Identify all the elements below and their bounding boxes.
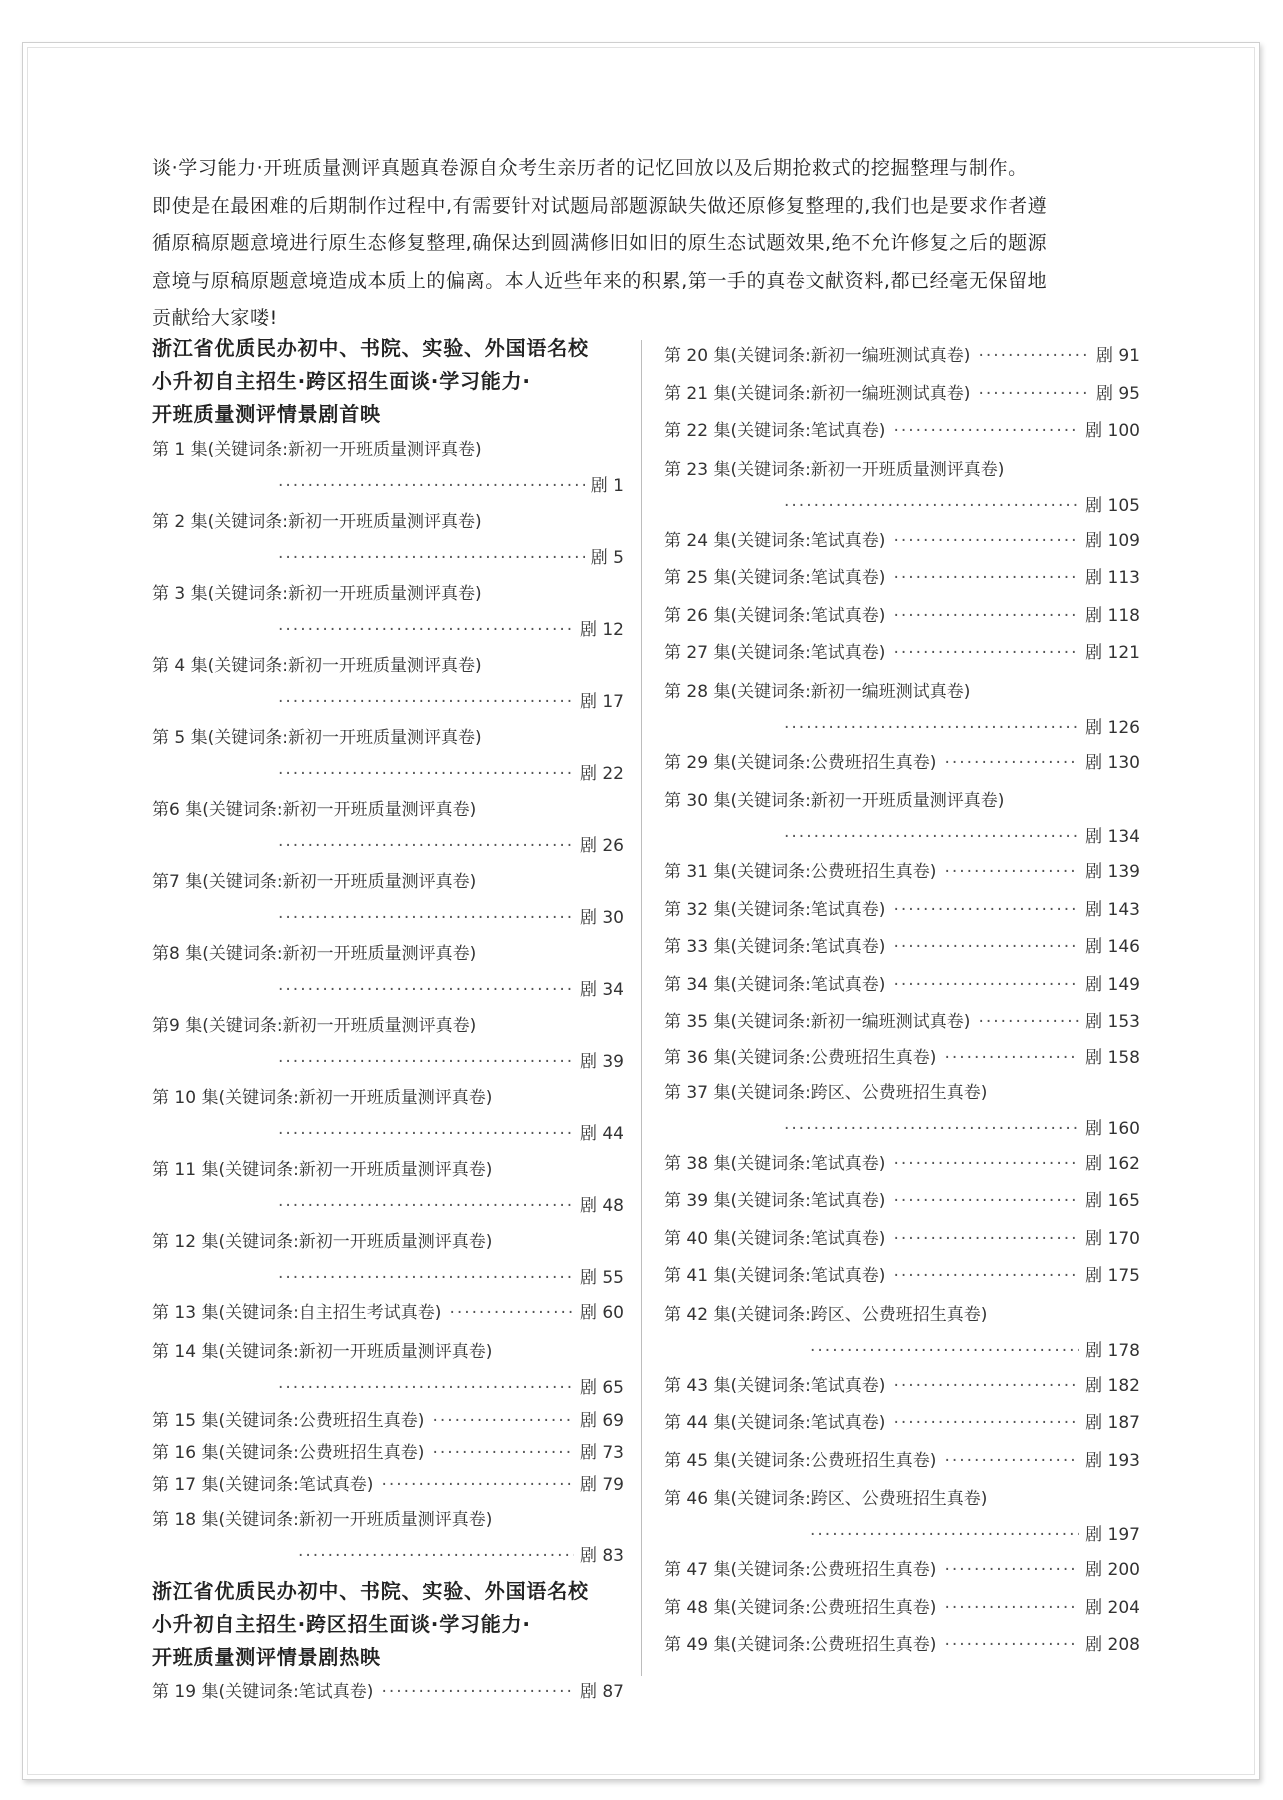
page-number: 剧 87: [579, 1681, 624, 1702]
toc-entry: [152, 1405, 624, 1437]
dot-leader: [810, 1518, 1079, 1552]
episode-label: 第 5 集(关键词条:新初一开班质量测评真卷): [152, 728, 482, 748]
dot-leader: [893, 1405, 1079, 1443]
page-number: 剧 100: [1085, 421, 1140, 441]
dot-leader: [893, 413, 1079, 451]
toc-entry: [152, 1079, 624, 1151]
dot-leader: [944, 854, 1079, 892]
episode-label: 第 36 集(关键词条:公费班招生真卷): [664, 1047, 937, 1068]
dot-leader: [381, 1469, 574, 1501]
page-number: 剧 121: [1085, 643, 1140, 663]
dot-leader: [893, 1183, 1079, 1221]
section-title-line: 浙江省优质民办初中、书院、实验、外国语名校: [152, 1578, 589, 1603]
page-number: 剧 44: [579, 1124, 624, 1144]
dot-leader: [449, 1295, 574, 1333]
toc-entry: [152, 719, 624, 791]
toc-entry: [664, 1258, 1140, 1296]
column-divider: [641, 340, 642, 1676]
dot-leader: [381, 1674, 574, 1712]
toc-entry: [152, 1151, 624, 1223]
dot-leader: [893, 892, 1079, 930]
section-title-hit: [152, 1575, 624, 1674]
page-number: 剧 17: [579, 692, 624, 712]
section-title-premiere: [152, 332, 624, 431]
episode-label: 第 33 集(关键词条:笔试真卷): [664, 937, 886, 957]
toc-entry: [664, 598, 1140, 636]
episode-label: 第 38 集(关键词条:笔试真卷): [664, 1153, 886, 1174]
toc-entry: [664, 635, 1140, 673]
page-number: 剧 126: [1085, 717, 1140, 738]
episode-label: 第 3 集(关键词条:新初一开班质量测评真卷): [152, 584, 482, 604]
intro-line: 意境与原稿原题意境造成本质上的偏离。本人近些年来的积累,第一手的真卷文献资料,都已经毫无保留地: [152, 269, 1048, 292]
intro-line: 即使是在最困难的后期制作过程中,有需要针对试题局部题源缺失做还原修复整理的,我们也是要求作者遵: [152, 194, 1048, 217]
page-number: 剧 105: [1085, 495, 1140, 516]
episode-label: 第 23 集(关键词条:新初一开班质量测评真卷): [664, 459, 1005, 480]
episode-label: 第 2 集(关键词条:新初一开班质量测评真卷): [152, 512, 482, 532]
dot-leader: [944, 745, 1079, 783]
dot-leader: [432, 1405, 574, 1437]
episode-label: 第 47 集(关键词条:公费班招生真卷): [664, 1560, 937, 1580]
episode-label: 第 14 集(关键词条:新初一开班质量测评真卷): [152, 1341, 493, 1362]
dot-leader: [278, 469, 585, 503]
section-title-line: 小升初自主招生·跨区招生面谈·学习能力·: [152, 369, 531, 393]
toc-entry: [152, 1007, 624, 1079]
page-number: 剧 12: [579, 620, 624, 640]
page-number: 剧 153: [1085, 1012, 1140, 1032]
toc-entry: [664, 1074, 1140, 1146]
dot-leader: [278, 1045, 574, 1079]
episode-label: 第 13 集(关键词条:自主招生考试真卷): [152, 1303, 442, 1323]
episode-label: 第 28 集(关键词条:新初一编班测试真卷): [664, 681, 971, 702]
page-number: 剧 200: [1085, 1560, 1140, 1580]
episode-label: 第6 集(关键词条:新初一开班质量测评真卷): [152, 800, 477, 820]
episode-label: 第 1 集(关键词条:新初一开班质量测评真卷): [152, 440, 482, 460]
toc-entry: [152, 431, 624, 503]
dot-leader: [278, 541, 585, 575]
toc-entry: [152, 1295, 624, 1333]
toc-entry: [664, 967, 1140, 1005]
episode-label: 第 12 集(关键词条:新初一开班质量测评真卷): [152, 1232, 493, 1252]
dot-leader: [893, 523, 1079, 561]
dot-leader: [278, 829, 574, 863]
episode-label: 第 35 集(关键词条:新初一编班测试真卷): [664, 1012, 971, 1032]
dot-leader: [784, 711, 1079, 745]
toc-entry: [152, 1333, 624, 1405]
toc-entry: [664, 1480, 1140, 1552]
dot-leader: [978, 1004, 1079, 1042]
page-number: 剧 55: [579, 1268, 624, 1288]
toc-entry: [152, 1501, 624, 1573]
toc-entry: [664, 1590, 1140, 1628]
page-number: 剧 204: [1085, 1597, 1140, 1618]
dot-leader: [893, 1146, 1079, 1184]
episode-label: 第 27 集(关键词条:笔试真卷): [664, 643, 886, 663]
page-number: 剧 158: [1085, 1047, 1140, 1068]
dot-leader: [278, 1261, 574, 1295]
toc-entry: [664, 1183, 1140, 1221]
toc-entry: [152, 503, 624, 575]
page-number: 剧 79: [579, 1474, 624, 1495]
intro-paragraph: [152, 150, 1140, 338]
dot-leader: [893, 929, 1079, 967]
episode-label: 第 10 集(关键词条:新初一开班质量测评真卷): [152, 1088, 493, 1108]
episode-label: 第 24 集(关键词条:笔试真卷): [664, 530, 886, 551]
toc-entry: [664, 1627, 1140, 1665]
intro-line: 贡献给大家喽!: [152, 307, 278, 329]
dot-leader: [944, 1042, 1079, 1074]
toc-entry: [664, 560, 1140, 598]
dot-leader: [978, 376, 1090, 414]
page-number: 剧 149: [1085, 974, 1140, 995]
episode-label: 第 49 集(关键词条:公费班招生真卷): [664, 1635, 937, 1655]
toc-right-column: [664, 338, 1140, 1665]
toc-entry: [152, 1469, 624, 1501]
dot-leader: [278, 613, 574, 647]
page-number: 剧 39: [579, 1052, 624, 1072]
toc-entry: [664, 673, 1140, 745]
toc-left-column: [152, 332, 624, 1711]
episode-label: 第 48 集(关键词条:公费班招生真卷): [664, 1597, 937, 1618]
toc-entry: [664, 1146, 1140, 1184]
toc-entry: [664, 1042, 1140, 1074]
dot-leader: [893, 635, 1079, 673]
dot-leader: [893, 598, 1079, 636]
dot-leader: [784, 489, 1079, 523]
dot-leader: [944, 1590, 1079, 1628]
toc-entry: [152, 935, 624, 1007]
dot-leader: [893, 1221, 1079, 1259]
toc-entry: [664, 451, 1140, 523]
dot-leader: [893, 1368, 1079, 1406]
toc-entry: [664, 1405, 1140, 1443]
episode-label: 第 17 集(关键词条:笔试真卷): [152, 1474, 374, 1495]
page-number: 剧 109: [1085, 530, 1140, 551]
dot-leader: [278, 1371, 574, 1405]
toc-entry: [664, 1221, 1140, 1259]
intro-line: 谈·学习能力·开班质量测评真题真卷源自众考生亲历者的记忆回放以及后期抢救式的挖掘整理与制作。: [152, 157, 1028, 179]
page-number: 剧 65: [579, 1377, 624, 1398]
page-number: 剧 34: [579, 980, 624, 1000]
page-number: 剧 134: [1085, 827, 1140, 847]
episode-label: 第7 集(关键词条:新初一开班质量测评真卷): [152, 872, 477, 892]
toc-entry: [664, 523, 1140, 561]
page-number: 剧 118: [1085, 605, 1140, 626]
page-number: 剧 143: [1085, 899, 1140, 920]
dot-leader: [278, 685, 574, 719]
section-title-line: 开班质量测评情景剧首映: [152, 402, 381, 426]
toc-entry: [664, 854, 1140, 892]
dot-leader: [298, 1539, 574, 1573]
toc-entry: [152, 1674, 624, 1712]
page-number: 剧 160: [1085, 1118, 1140, 1139]
episode-label: 第 44 集(关键词条:笔试真卷): [664, 1413, 886, 1433]
dot-leader: [810, 1334, 1079, 1368]
episode-label: 第 29 集(关键词条:公费班招生真卷): [664, 752, 937, 773]
episode-label: 第 19 集(关键词条:笔试真卷): [152, 1681, 374, 1702]
page-number: 剧 113: [1085, 568, 1140, 588]
page-number: 剧 1: [590, 476, 624, 496]
episode-label: 第 16 集(关键词条:公费班招生真卷): [152, 1442, 425, 1463]
dot-leader: [893, 560, 1079, 598]
episode-label: 第 30 集(关键词条:新初一开班质量测评真卷): [664, 791, 1005, 811]
section-title-line: 开班质量测评情景剧热映: [152, 1644, 381, 1669]
episode-label: 第 15 集(关键词条:公费班招生真卷): [152, 1410, 425, 1431]
section-title-line: 浙江省优质民办初中、书院、实验、外国语名校: [152, 336, 589, 360]
episode-label: 第 4 集(关键词条:新初一开班质量测评真卷): [152, 656, 482, 676]
episode-label: 第 11 集(关键词条:新初一开班质量测评真卷): [152, 1160, 493, 1180]
page-number: 剧 170: [1085, 1228, 1140, 1249]
page-number: 剧 26: [579, 836, 624, 856]
toc-entry: [152, 575, 624, 647]
dot-leader: [278, 973, 574, 1007]
page-number: 剧 69: [579, 1410, 624, 1431]
dot-leader: [432, 1437, 574, 1469]
page-number: 剧 73: [579, 1442, 624, 1463]
episode-label: 第 18 集(关键词条:新初一开班质量测评真卷): [152, 1509, 493, 1530]
page-number: 剧 30: [579, 908, 624, 928]
toc-entry: [152, 1437, 624, 1469]
intro-line: 循原稿原题意境进行原生态修复整理,确保达到圆满修旧如旧的原生态试题效果,绝不允许修复之后的题源: [152, 232, 1048, 254]
page-number: 剧 178: [1085, 1340, 1140, 1361]
episode-label: 第 43 集(关键词条:笔试真卷): [664, 1375, 886, 1396]
toc-entry: [664, 782, 1140, 854]
episode-label: 第9 集(关键词条:新初一开班质量测评真卷): [152, 1016, 477, 1036]
toc-entry: [664, 338, 1140, 376]
episode-label: 第 46 集(关键词条:跨区、公费班招生真卷): [664, 1489, 988, 1509]
toc-entry: [664, 745, 1140, 783]
episode-label: 第 42 集(关键词条:跨区、公费班招生真卷): [664, 1304, 988, 1325]
page-number: 剧 22: [579, 764, 624, 784]
episode-label: 第 45 集(关键词条:公费班招生真卷): [664, 1450, 937, 1471]
page-number: 剧 193: [1085, 1450, 1140, 1471]
toc-entry: [664, 1368, 1140, 1406]
toc-entry: [152, 863, 624, 935]
dot-leader: [278, 901, 574, 935]
toc-entry: [152, 791, 624, 863]
dot-leader: [944, 1627, 1079, 1665]
toc-list-left: [152, 431, 624, 1573]
page-number: 剧 48: [579, 1196, 624, 1216]
toc-entry: [664, 1552, 1140, 1590]
section-title-line: 小升初自主招生·跨区招生面谈·学习能力·: [152, 1611, 531, 1636]
dot-leader: [944, 1552, 1079, 1590]
dot-leader: [978, 338, 1090, 376]
page-number: 剧 208: [1085, 1635, 1140, 1655]
episode-label: 第 22 集(关键词条:笔试真卷): [664, 421, 886, 441]
page-number: 剧 91: [1095, 346, 1140, 366]
page-number: 剧 165: [1085, 1191, 1140, 1211]
toc-entry: [664, 929, 1140, 967]
episode-label: 第 25 集(关键词条:笔试真卷): [664, 568, 886, 588]
episode-label: 第 37 集(关键词条:跨区、公费班招生真卷): [664, 1082, 988, 1103]
page-number: 剧 60: [579, 1303, 624, 1323]
episode-label: 第 21 集(关键词条:新初一编班测试真卷): [664, 383, 971, 404]
page-number: 剧 175: [1085, 1266, 1140, 1286]
dot-leader: [784, 820, 1079, 854]
page-number: 剧 130: [1085, 752, 1140, 773]
toc-entry: [664, 892, 1140, 930]
episode-label: 第 31 集(关键词条:公费班招生真卷): [664, 862, 937, 882]
episode-label: 第 40 集(关键词条:笔试真卷): [664, 1228, 886, 1249]
dot-leader: [278, 1117, 574, 1151]
page-number: 剧 146: [1085, 937, 1140, 957]
episode-label: 第 34 集(关键词条:笔试真卷): [664, 974, 886, 995]
episode-label: 第 20 集(关键词条:新初一编班测试真卷): [664, 346, 971, 366]
toc-entry: [664, 1443, 1140, 1481]
page-number: 剧 182: [1085, 1375, 1140, 1396]
episode-label: 第 39 集(关键词条:笔试真卷): [664, 1191, 886, 1211]
dot-leader: [278, 757, 574, 791]
toc-list-left-after: [152, 1674, 624, 1712]
toc-entry: [664, 1004, 1140, 1042]
episode-label: 第 41 集(关键词条:笔试真卷): [664, 1266, 886, 1286]
toc-entry: [664, 376, 1140, 414]
page-number: 剧 95: [1095, 383, 1140, 404]
dot-leader: [278, 1189, 574, 1223]
toc-list-right: [664, 338, 1140, 1665]
toc-entry: [152, 647, 624, 719]
toc-entry: [664, 413, 1140, 451]
toc-entry: [152, 1223, 624, 1295]
toc-entry: [664, 1296, 1140, 1368]
dot-leader: [944, 1443, 1079, 1481]
episode-label: 第 26 集(关键词条:笔试真卷): [664, 605, 886, 626]
page-number: 剧 187: [1085, 1413, 1140, 1433]
page-number: 剧 162: [1085, 1153, 1140, 1174]
episode-label: 第8 集(关键词条:新初一开班质量测评真卷): [152, 944, 477, 964]
page-number: 剧 139: [1085, 862, 1140, 882]
page-number: 剧 83: [579, 1545, 624, 1566]
page-number: 剧 197: [1085, 1525, 1140, 1545]
dot-leader: [784, 1112, 1079, 1146]
page-number: 剧 5: [590, 548, 624, 568]
dot-leader: [893, 967, 1079, 1005]
episode-label: 第 32 集(关键词条:笔试真卷): [664, 899, 886, 920]
dot-leader: [893, 1258, 1079, 1296]
